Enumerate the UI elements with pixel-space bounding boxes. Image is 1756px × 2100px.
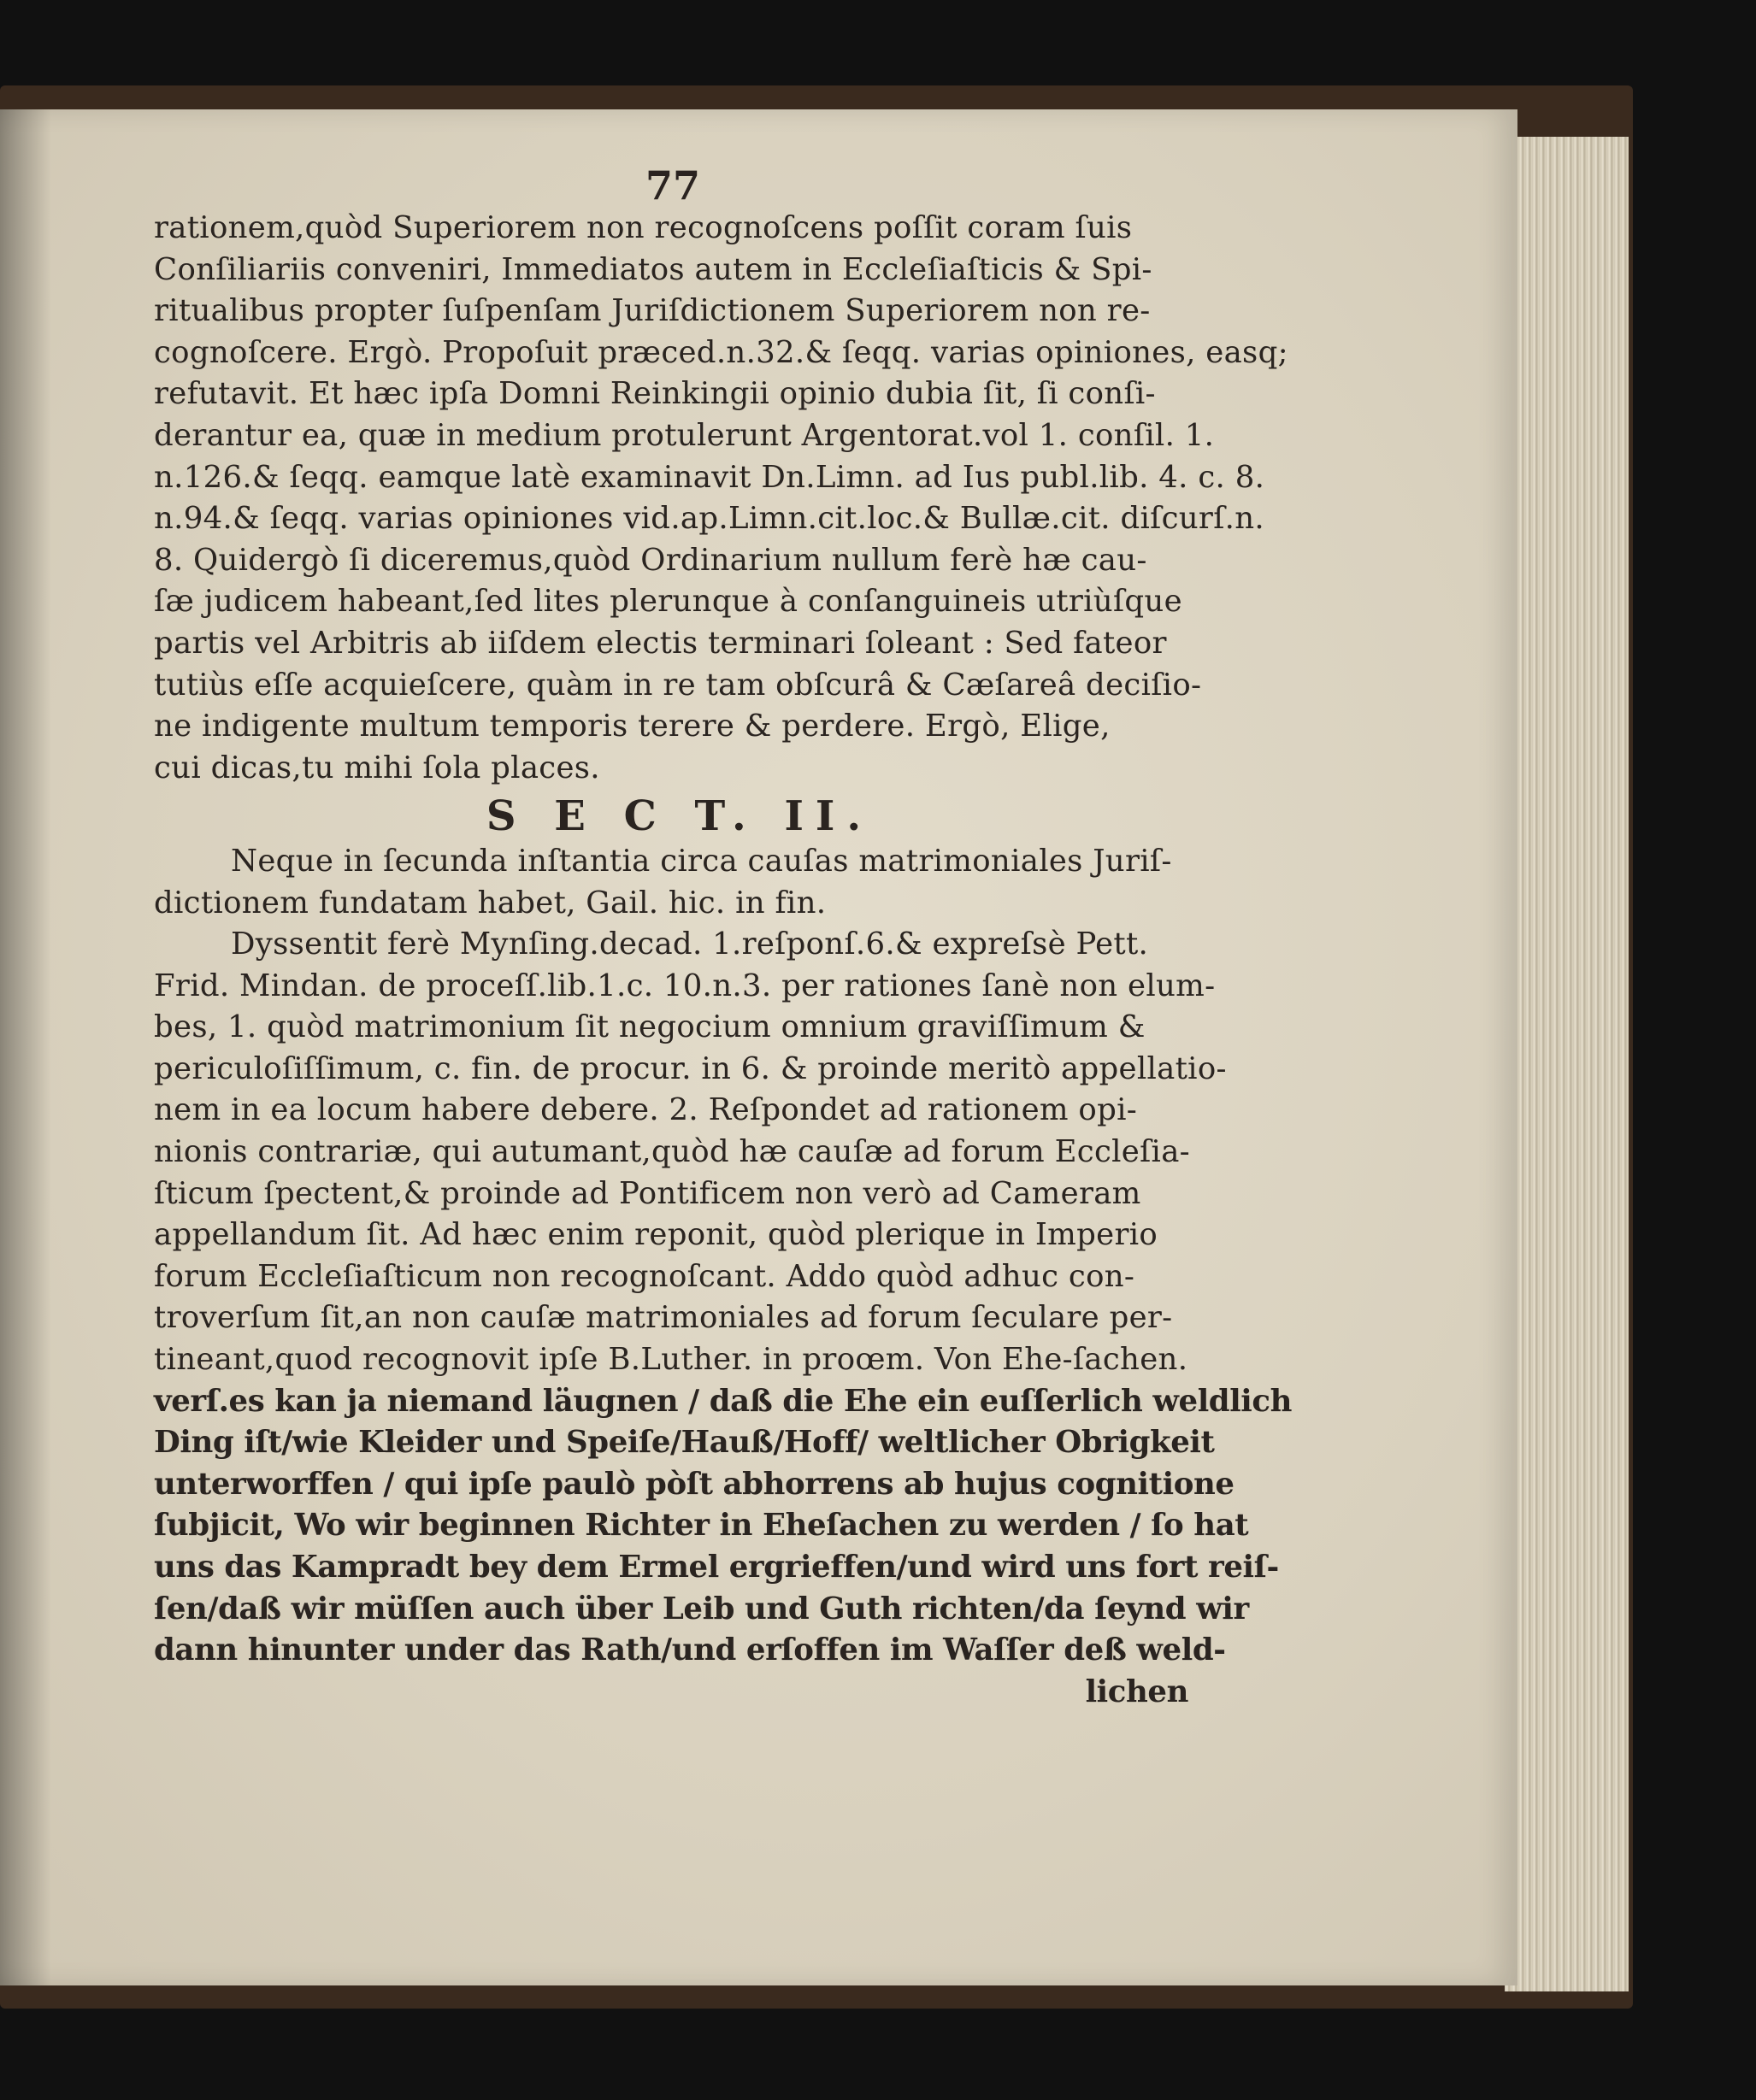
text-line: refutavit. Et hæc ipſa Domni Reinkingii opinio dubia ſit, ſi conſi-	[154, 376, 1156, 412]
text-line: dann hinunter under das Rath/und erſoffen im Waſſer deß weld-	[154, 1632, 1226, 1668]
text-line: dictionem fundatam habet, Gail. hic. in fin.	[154, 885, 827, 921]
text-line: ne indigente multum temporis terere & perdere. Ergò, Elige,	[154, 709, 1111, 744]
text-line: verſ.es kan ja niemand läugnen / daß die Ehe ein euſſerlich weldlich	[154, 1383, 1293, 1419]
text-block	[154, 208, 1293, 1713]
text-line: forum Eccleſiaſticum non recognoſcant. Addo quòd adhuc con-	[154, 1258, 1135, 1294]
text-line: derantur ea, quæ in medium protulerunt Argentorat.vol 1. conſil. 1.	[154, 417, 1215, 453]
text-line: n.94.& ſeqq. varias opiniones vid.ap.Limn.cit.loc.& Bullæ.cit. diſcurſ.n.	[154, 501, 1264, 537]
gutter-shadow	[0, 109, 51, 1985]
text-line: ſen/daß wir müſſen auch über Leib und Guth richten/da ſeynd wir	[154, 1591, 1249, 1626]
text-line: ſubjicit, Wo wir beginnen Richter in Eheſachen zu werden / ſo hat	[154, 1508, 1249, 1544]
page-edges	[1505, 137, 1629, 1991]
text-line: troverſum ſit,an non cauſæ matrimoniales ad forum ſeculare per-	[154, 1300, 1173, 1336]
text-line: appellandum ſit. Ad hæc enim reponit, quòd plerique in Imperio	[154, 1217, 1158, 1253]
text-line: tineant,quod recognovit ipſe B.Luther. in proœm. Von Ehe-ſachen.	[154, 1342, 1188, 1378]
text-line: Frid. Mindan. de proceſſ.lib.1.c. 10.n.3. per rationes ſanè non elum-	[154, 968, 1216, 1003]
text-line: partis vel Arbitris ab iiſdem electis terminari ſoleant : Sed fateor	[154, 625, 1167, 661]
text-line: Conſiliariis conveniri, Immediatos autem in Eccleſiaſticis & Spi-	[154, 251, 1152, 287]
text-line: n.126.& ſeqq. eamque latè examinavit Dn.Limn. ad Ius publ.lib. 4. c. 8.	[154, 459, 1265, 495]
text-line: ſticum ſpectent,& proinde ad Pontificem non verò ad Cameram	[154, 1175, 1141, 1211]
text-line: unterworffen / qui ipſe paulò pòſt abhorrens ab hujus cognitione	[154, 1466, 1235, 1502]
paragraph-3	[154, 924, 1293, 1713]
section-heading: S E C T. II.	[486, 792, 874, 841]
text-line: Ding iſt/wie Kleider und Speiſe/Hauß/Hoff/ weltlicher Obrigkeit	[154, 1425, 1215, 1461]
text-line: ritualibus propter ſuſpenſam Juriſdictionem Superiorem non re-	[154, 293, 1151, 329]
text-line: ſæ judicem habeant,ſed lites plerunque à conſanguineis utriùſque	[154, 584, 1182, 620]
text-line: periculoſiſſimum, c. fin. de procur. in 6. & proinde meritò appellatio-	[154, 1050, 1227, 1086]
text-line: Neque in ſecunda inſtantia circa cauſas matrimoniales Juriſ-	[231, 843, 1172, 879]
text-line: bes, 1. quòd matrimonium ſit negocium omnium graviſſimum &	[154, 1009, 1146, 1045]
text-line: cui dicas,tu mihi ſola places.	[154, 750, 600, 785]
page-number: 77	[645, 162, 701, 209]
text-line: nem in ea locum habere debere. 2. Reſpondet ad rationem opi-	[154, 1092, 1138, 1128]
text-line: Dyssentit ferè Mynſing.decad. 1.reſponſ.6.& expreſsè Pett.	[231, 926, 1149, 962]
catchword: lichen	[1085, 1674, 1188, 1709]
text-line: cognoſcere. Ergò. Propoſuit præced.n.32.& ſeqq. varias opiniones, easq;	[154, 334, 1288, 370]
text-line: nionis contrariæ, qui autumant,quòd hæ cauſæ ad forum Eccleſia-	[154, 1134, 1190, 1170]
paragraph-1	[154, 208, 1288, 789]
book-page	[0, 109, 1517, 1985]
text-line: uns das Kampradt bey dem Ermel ergrieffen/und wird uns fort reiſ-	[154, 1550, 1279, 1585]
text-line: 8. Quidergò ſi diceremus,quòd Ordinarium nullum ferè hæ cau-	[154, 542, 1147, 578]
text-line: tutiùs eſſe acquieſcere, quàm in re tam obſcurâ & Cæſareâ deciſio-	[154, 667, 1202, 703]
text-line: rationem,quòd Superiorem non recognoſcens poſſit coram ſuis	[154, 210, 1133, 245]
paragraph-2	[154, 841, 1205, 924]
